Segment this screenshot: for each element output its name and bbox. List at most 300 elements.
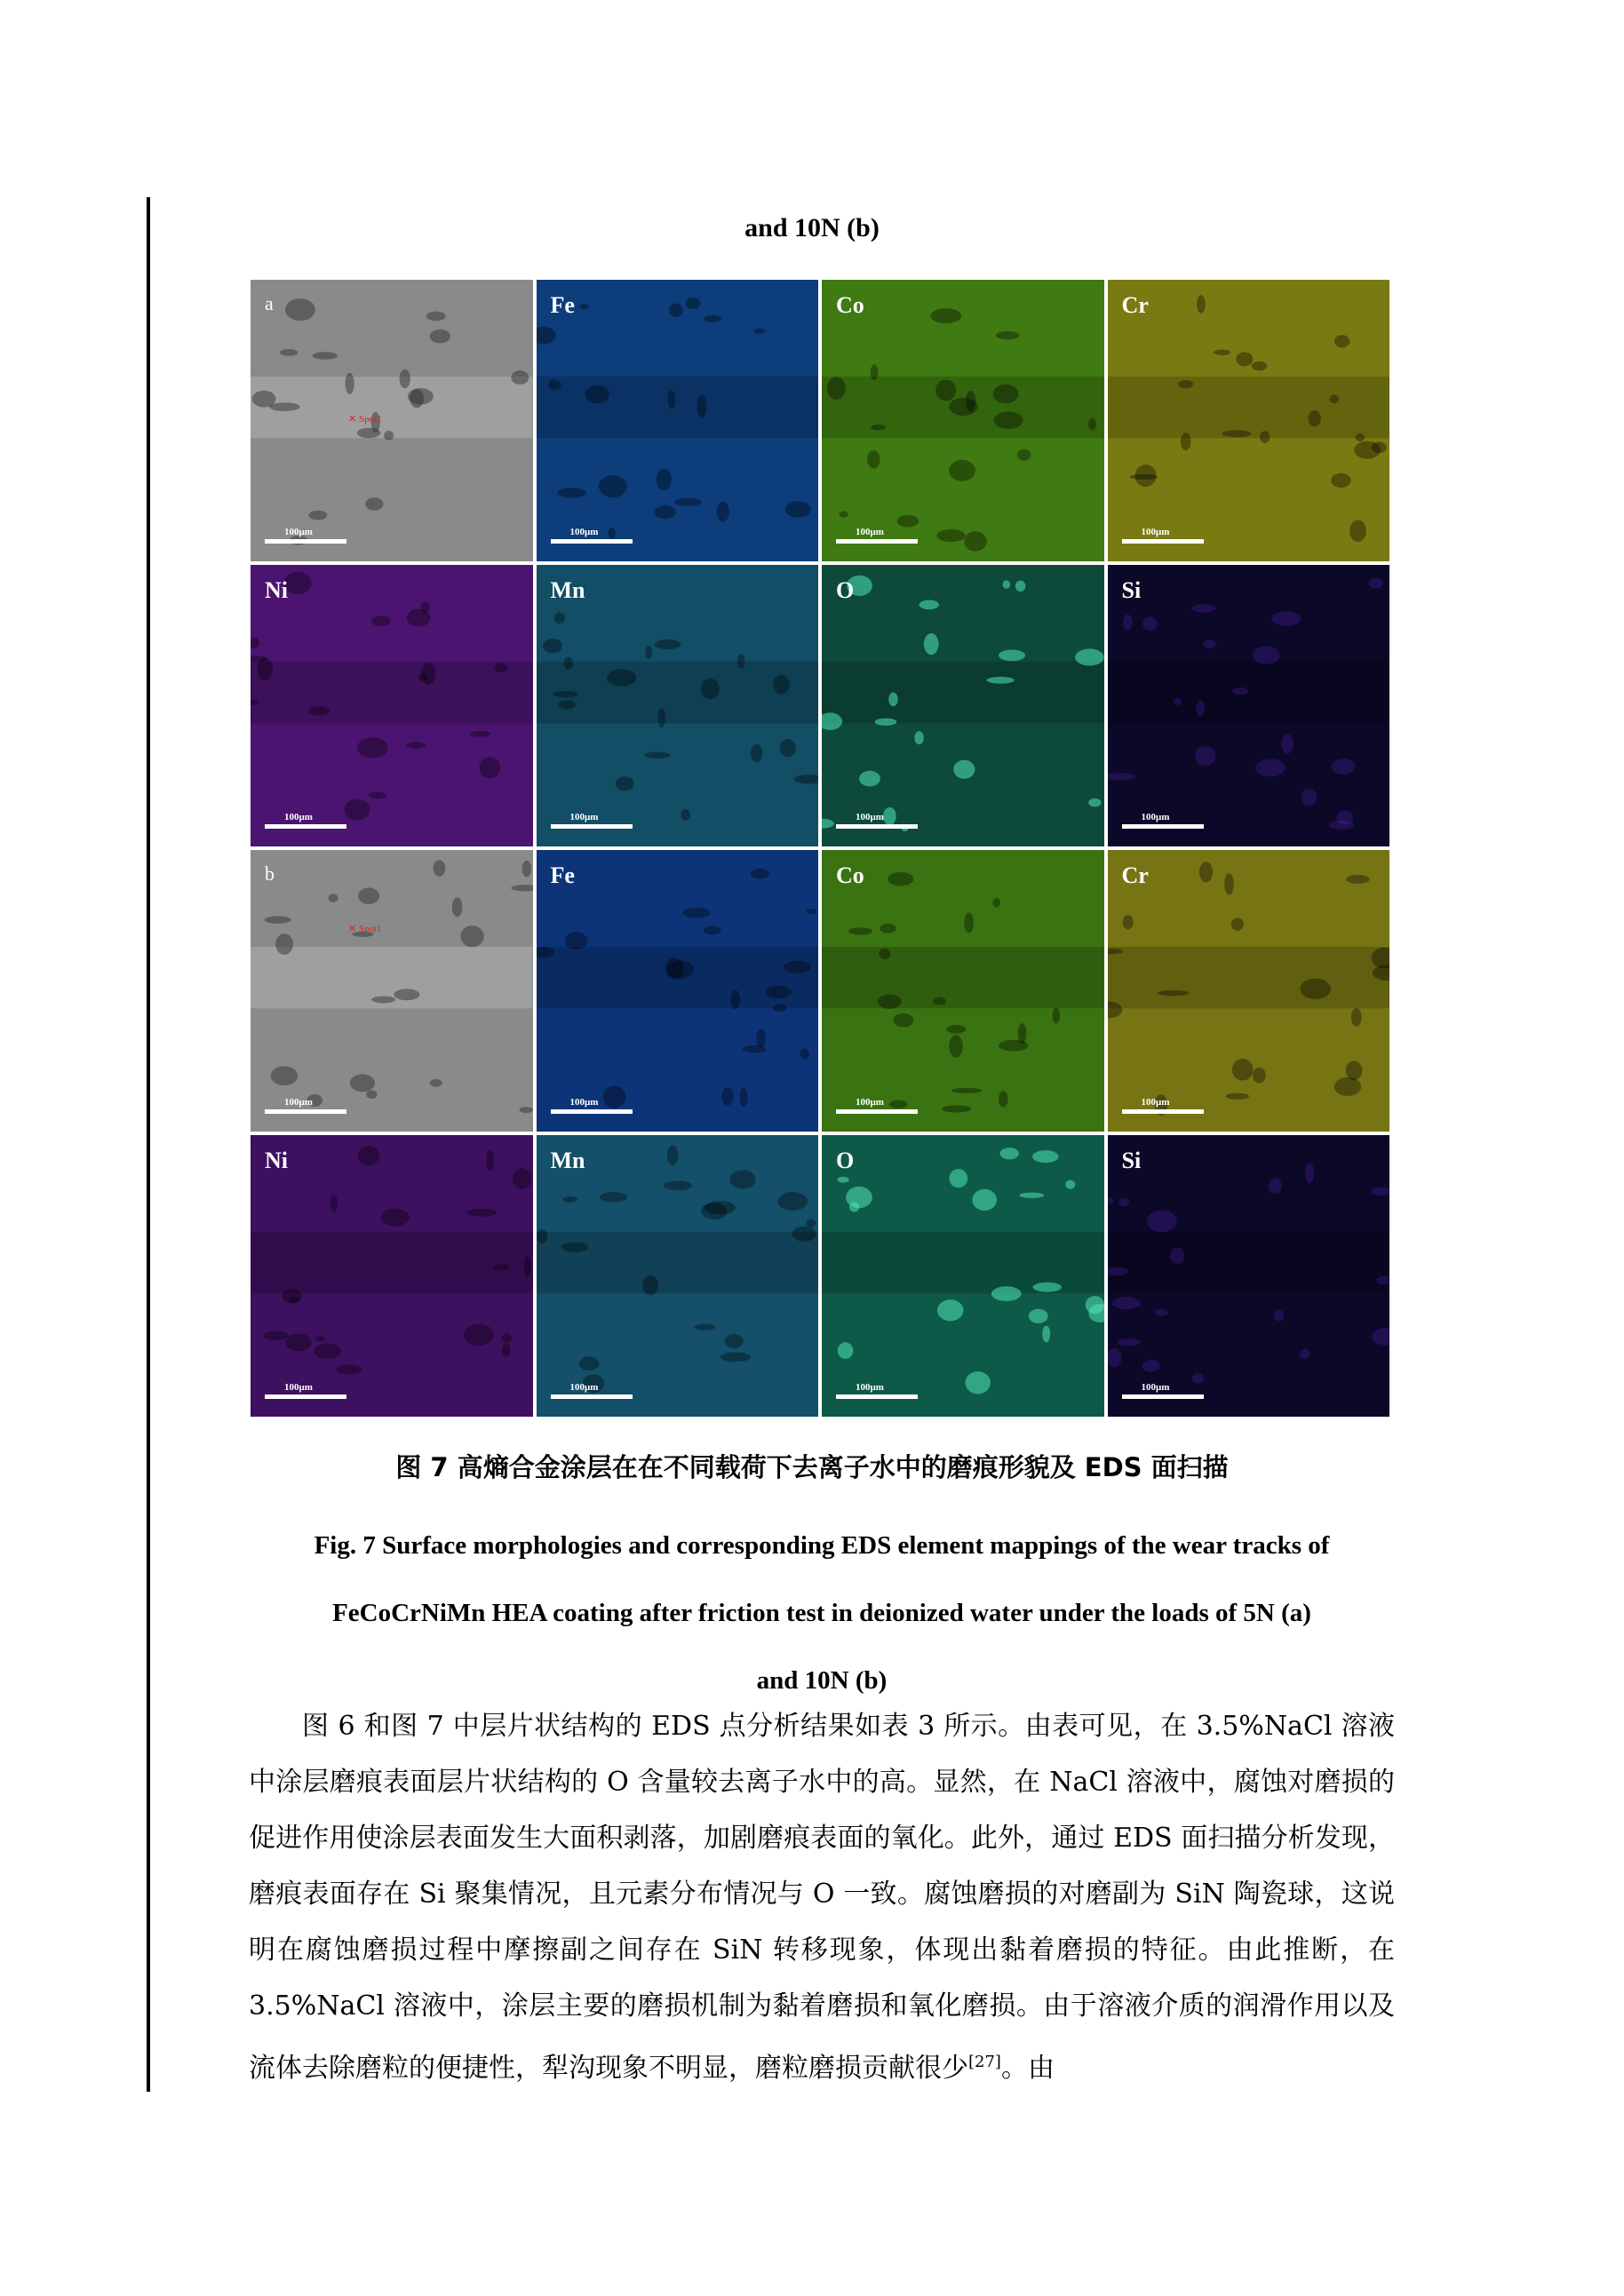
surface-feature	[867, 450, 880, 469]
surface-feature	[511, 885, 532, 891]
surface-feature	[665, 957, 683, 980]
surface-feature	[994, 411, 1023, 428]
surface-feature	[615, 776, 633, 790]
surface-feature	[1191, 604, 1215, 613]
surface-feature	[1000, 1148, 1019, 1159]
surface-feature	[1255, 759, 1285, 776]
wear-track-band	[822, 947, 1104, 1008]
surface-feature	[434, 860, 446, 876]
surface-feature	[1015, 581, 1026, 592]
surface-feature	[1355, 433, 1364, 441]
surface-feature	[1308, 410, 1320, 426]
surface-feature	[369, 792, 386, 799]
surface-feature	[704, 1201, 735, 1214]
scale-bar-label: 100μm	[569, 812, 599, 822]
eds-map-panel	[1108, 565, 1390, 846]
scale-bar	[265, 539, 346, 544]
scale-bar-label: 100μm	[569, 1097, 599, 1108]
surface-feature	[772, 1004, 786, 1012]
surface-feature	[1268, 1179, 1281, 1194]
surface-feature	[933, 997, 946, 1005]
surface-feature	[730, 990, 740, 1009]
scale-bar-label: 100μm	[569, 527, 599, 537]
surface-feature	[964, 912, 974, 933]
panel-label: Fe	[550, 862, 575, 888]
wear-track-band	[537, 377, 819, 438]
surface-feature	[694, 1323, 715, 1330]
surface-feature	[1329, 394, 1338, 403]
surface-feature	[1197, 295, 1206, 314]
surface-feature	[879, 949, 890, 959]
surface-feature	[750, 744, 761, 762]
surface-feature	[1191, 1373, 1203, 1383]
surface-feature	[1333, 1077, 1360, 1096]
surface-feature	[479, 757, 500, 778]
figure-caption-cn: 图 7 高熵合金涂层在在不同载荷下去离子水中的磨痕形貌及 EDS 面扫描	[395, 1452, 1229, 1482]
surface-feature	[1108, 1197, 1114, 1204]
surface-feature	[1111, 1297, 1140, 1309]
surface-feature	[252, 391, 276, 408]
surface-feature	[430, 1079, 442, 1087]
scale-bar-label: 100μm	[284, 1097, 313, 1108]
surface-feature	[1203, 640, 1216, 648]
surface-feature	[739, 1087, 747, 1107]
eds-map-panel	[822, 565, 1104, 846]
surface-feature	[716, 502, 728, 521]
surface-feature	[1253, 646, 1279, 664]
surface-feature	[669, 303, 683, 317]
figure-caption-en	[249, 1512, 1395, 1714]
surface-feature	[1231, 1059, 1253, 1081]
surface-feature	[644, 751, 670, 759]
surface-feature	[897, 515, 919, 528]
surface-feature	[1017, 449, 1031, 461]
surface-feature	[874, 719, 896, 726]
surface-feature	[365, 497, 383, 511]
surface-feature	[464, 1323, 494, 1346]
surface-feature	[495, 663, 508, 672]
scale-bar-label: 100μm	[284, 1382, 313, 1393]
surface-feature	[919, 600, 939, 610]
eds-map-panel	[251, 565, 533, 846]
sem-image-panel	[251, 850, 533, 1132]
surface-feature	[1271, 611, 1301, 625]
surface-feature	[992, 898, 1000, 907]
surface-feature	[426, 312, 446, 322]
scale-bar-label: 100μm	[284, 812, 313, 822]
surface-feature	[729, 1170, 755, 1188]
surface-feature	[275, 933, 293, 955]
surface-feature	[964, 531, 987, 551]
surface-feature	[827, 377, 846, 400]
surface-feature	[599, 1192, 626, 1202]
surface-feature	[1075, 648, 1103, 665]
surface-feature	[724, 1334, 743, 1348]
surface-feature	[889, 1100, 907, 1109]
surface-feature	[999, 1091, 1008, 1107]
panel-texture	[822, 280, 1104, 561]
surface-feature	[966, 1371, 991, 1394]
surface-feature	[1301, 789, 1317, 806]
wear-track-band	[822, 1232, 1104, 1293]
surface-feature	[878, 994, 902, 1009]
panel-texture	[537, 280, 819, 561]
surface-feature	[308, 706, 330, 715]
surface-feature	[871, 425, 886, 430]
scale-bar	[551, 1394, 633, 1399]
surface-feature	[1029, 1309, 1048, 1323]
surface-feature	[358, 1146, 379, 1165]
surface-feature	[642, 1275, 658, 1295]
surface-feature	[935, 379, 956, 401]
surface-feature	[756, 1029, 766, 1047]
surface-feature	[1350, 1008, 1361, 1027]
surface-feature	[1118, 1198, 1129, 1207]
surface-feature	[1146, 1210, 1176, 1232]
scale-bar-label: 100μm	[1141, 527, 1170, 537]
surface-feature	[608, 528, 615, 539]
surface-feature	[380, 1209, 409, 1227]
panel-texture	[537, 565, 819, 846]
surface-feature	[949, 1169, 967, 1188]
spot-marker: ✕ Spot1	[348, 924, 382, 934]
surface-feature	[764, 986, 791, 998]
surface-feature	[337, 1364, 362, 1374]
surface-feature	[949, 1035, 962, 1058]
surface-feature	[578, 1356, 599, 1370]
eds-map-panel	[822, 850, 1104, 1132]
surface-feature	[466, 1209, 497, 1217]
panel-texture	[1108, 1135, 1390, 1417]
surface-feature	[914, 731, 924, 744]
surface-feature	[1157, 990, 1188, 996]
surface-feature	[996, 331, 1020, 339]
surface-feature	[645, 646, 652, 659]
scale-bar-label: 100μm	[1141, 812, 1170, 822]
panel-texture	[251, 1135, 533, 1417]
panel-label: O	[836, 1148, 855, 1173]
surface-feature	[406, 742, 426, 749]
scale-bar	[836, 824, 918, 829]
surface-feature	[871, 364, 879, 380]
surface-feature	[1225, 1093, 1248, 1100]
surface-feature	[936, 529, 966, 542]
surface-feature	[930, 308, 961, 323]
surface-feature	[283, 572, 311, 595]
scale-bar	[1122, 1109, 1204, 1114]
surface-feature	[838, 1177, 849, 1183]
scale-bar	[551, 824, 633, 829]
surface-feature	[1194, 746, 1214, 766]
surface-feature	[800, 1048, 809, 1059]
surface-feature	[1281, 735, 1293, 754]
surface-feature	[993, 385, 1019, 403]
surface-feature	[562, 1196, 577, 1203]
surface-feature	[1214, 349, 1230, 355]
scale-bar-label: 100μm	[856, 812, 884, 822]
surface-feature	[893, 1013, 913, 1028]
surface-feature	[1142, 616, 1157, 631]
surface-feature	[1370, 1187, 1389, 1196]
surface-feature	[371, 996, 395, 1003]
surface-feature	[358, 887, 379, 904]
surface-feature	[822, 819, 834, 829]
eds-map-panel	[1108, 1135, 1390, 1417]
continued-caption: and 10N (b)	[744, 213, 880, 242]
surface-feature	[553, 612, 564, 623]
surface-feature	[329, 894, 338, 902]
surface-feature	[942, 1105, 971, 1112]
surface-feature	[357, 737, 388, 758]
surface-feature	[720, 1352, 751, 1362]
surface-feature	[384, 431, 394, 441]
surface-feature	[513, 1168, 531, 1189]
wear-track-band	[251, 1232, 533, 1293]
surface-feature	[553, 691, 578, 697]
surface-feature	[779, 739, 795, 758]
surface-feature	[924, 633, 939, 655]
surface-feature	[750, 869, 768, 879]
surface-feature	[1108, 1348, 1122, 1367]
surface-feature	[792, 1227, 816, 1242]
eds-map-panel	[1108, 850, 1390, 1132]
scale-bar	[551, 539, 633, 544]
wear-track-band	[251, 662, 533, 723]
scale-bar-label: 100μm	[856, 1382, 884, 1393]
surface-feature	[407, 609, 431, 627]
surface-feature	[269, 402, 300, 411]
surface-feature	[1333, 335, 1349, 347]
surface-feature	[685, 298, 700, 309]
surface-feature	[1336, 810, 1353, 824]
surface-feature	[1305, 1163, 1314, 1183]
surface-feature	[736, 655, 744, 669]
scale-bar-label: 100μm	[856, 527, 884, 537]
panel-label: b	[265, 862, 275, 885]
scale-bar	[1122, 539, 1204, 544]
surface-feature	[880, 924, 896, 933]
panel-label: O	[836, 577, 855, 603]
surface-feature	[663, 1181, 692, 1191]
surface-feature	[400, 369, 410, 388]
panel-label: a	[265, 292, 274, 314]
surface-feature	[1154, 1309, 1167, 1316]
surface-feature	[290, 1297, 299, 1303]
surface-feature	[564, 932, 587, 949]
surface-feature	[251, 638, 259, 648]
surface-feature	[1371, 1328, 1389, 1346]
eds-figure-grid	[251, 280, 1389, 1417]
surface-feature	[701, 679, 720, 699]
surface-feature	[666, 1145, 678, 1164]
surface-feature	[773, 675, 790, 695]
surface-feature	[1042, 1326, 1050, 1343]
surface-feature	[951, 1088, 983, 1093]
surface-feature	[1224, 873, 1234, 894]
panel-label: Co	[836, 862, 864, 888]
surface-feature	[859, 771, 880, 787]
surface-feature	[946, 1025, 966, 1034]
panel-label: Cr	[1121, 862, 1149, 888]
surface-feature	[1346, 875, 1369, 884]
surface-feature	[654, 505, 675, 519]
surface-feature	[357, 428, 381, 438]
surface-feature	[839, 512, 848, 518]
surface-feature	[537, 1229, 547, 1243]
surface-feature	[579, 304, 588, 309]
surface-feature	[1134, 465, 1156, 487]
surface-feature	[704, 315, 720, 322]
surface-feature	[991, 1286, 1022, 1301]
surface-feature	[1230, 918, 1243, 930]
surface-feature	[806, 909, 816, 914]
eds-map-panel	[251, 1135, 533, 1417]
surface-feature	[511, 370, 529, 385]
panel-texture	[1108, 280, 1390, 561]
panel-label: Ni	[265, 1148, 288, 1173]
surface-feature	[657, 708, 665, 727]
surface-feature	[470, 731, 490, 737]
wear-track-band	[537, 1232, 819, 1293]
scale-bar-label: 100μm	[1141, 1382, 1170, 1393]
surface-feature	[1260, 431, 1270, 443]
surface-feature	[371, 616, 390, 626]
scale-bar-label: 100μm	[569, 1382, 599, 1393]
surface-feature	[1231, 687, 1247, 695]
surface-feature	[742, 1045, 766, 1053]
surface-feature	[1198, 862, 1212, 882]
panel-label: Cr	[1121, 292, 1149, 318]
wear-track-band	[1108, 377, 1390, 438]
surface-feature	[346, 373, 354, 394]
surface-feature	[1252, 1068, 1265, 1084]
surface-feature	[607, 669, 636, 687]
scale-bar-label: 100μm	[284, 527, 313, 537]
surface-feature	[280, 349, 298, 356]
panel-label: Co	[836, 292, 864, 318]
panel-texture	[251, 565, 533, 846]
surface-feature	[888, 693, 898, 707]
panel-texture	[1108, 565, 1390, 846]
panel-texture	[822, 850, 1104, 1132]
eds-map-panel	[1108, 280, 1390, 561]
surface-feature	[1052, 1007, 1060, 1023]
caption-en-line: FeCoCrNiMn HEA coating after friction test in deionized water under the loads of 5N (a)	[332, 1599, 1311, 1627]
surface-feature	[838, 1342, 854, 1359]
surface-feature	[1180, 433, 1190, 450]
surface-feature	[1065, 1180, 1075, 1189]
surface-feature	[1019, 1193, 1044, 1198]
surface-feature	[598, 475, 626, 497]
surface-feature	[883, 807, 896, 825]
surface-feature	[452, 897, 463, 917]
surface-feature	[972, 1189, 997, 1211]
surface-feature	[656, 469, 671, 490]
surface-feature	[421, 663, 435, 685]
panel-label: Ni	[265, 577, 288, 603]
wear-track-band	[1108, 662, 1390, 723]
surface-feature	[1236, 352, 1253, 366]
surface-feature	[1123, 615, 1133, 631]
surface-feature	[806, 1220, 816, 1227]
scale-bar	[265, 824, 346, 829]
wear-track-band	[822, 662, 1104, 723]
caption-en-line: and 10N (b)	[756, 1666, 888, 1695]
scale-bar	[836, 1394, 918, 1399]
eds-map-panel	[537, 565, 819, 846]
scale-bar	[1122, 824, 1204, 829]
wear-track-band	[537, 662, 819, 723]
surface-feature	[949, 398, 978, 416]
surface-feature	[502, 1333, 513, 1343]
scale-bar	[265, 1394, 346, 1399]
surface-feature	[1088, 418, 1096, 431]
margin-rule	[147, 197, 150, 2092]
panel-label: Mn	[550, 577, 585, 603]
surface-feature	[408, 388, 434, 405]
surface-feature	[285, 298, 315, 321]
surface-feature	[682, 908, 710, 918]
caption-en-line: Fig. 7 Surface morphologies and corresponding EDS element mappings of the wear tracks of	[314, 1531, 1330, 1560]
surface-feature	[888, 872, 913, 886]
surface-feature	[949, 460, 975, 481]
surface-feature	[460, 926, 483, 947]
surface-feature	[265, 916, 291, 924]
surface-feature	[543, 639, 562, 653]
surface-feature	[1273, 1310, 1283, 1322]
surface-feature	[654, 640, 681, 649]
surface-feature	[493, 1264, 509, 1271]
surface-feature	[1122, 915, 1133, 929]
surface-feature	[753, 329, 765, 334]
surface-feature	[1331, 473, 1351, 488]
surface-feature	[563, 657, 573, 670]
panel-texture	[537, 1135, 819, 1417]
surface-feature	[937, 1299, 964, 1321]
surface-feature	[522, 861, 532, 878]
wear-track-band	[1108, 1232, 1390, 1293]
surface-feature	[987, 677, 1015, 684]
surface-feature	[330, 1195, 338, 1212]
panel-label: Si	[1121, 1148, 1142, 1173]
sem-image-panel	[251, 280, 533, 561]
surface-feature	[953, 760, 975, 779]
surface-feature	[1088, 798, 1101, 807]
surface-feature	[314, 1344, 341, 1359]
eds-map-panel	[822, 280, 1104, 561]
scale-bar-label: 100μm	[1141, 1097, 1170, 1108]
surface-feature	[548, 380, 561, 391]
surface-feature	[999, 1040, 1028, 1052]
citation-ref: [27]	[968, 2053, 1001, 2071]
panel-label: Mn	[550, 1148, 585, 1173]
surface-feature	[558, 700, 576, 709]
surface-feature	[1032, 1150, 1058, 1163]
surface-feature	[1331, 759, 1355, 775]
surface-feature	[350, 1074, 375, 1092]
surface-feature	[793, 775, 818, 784]
panel-texture	[822, 1135, 1104, 1417]
surface-feature	[1222, 430, 1251, 437]
eds-map-panel	[537, 280, 819, 561]
surface-feature	[1299, 1348, 1309, 1359]
surface-feature	[1033, 1283, 1063, 1292]
surface-feature	[344, 799, 370, 821]
surface-feature	[703, 926, 720, 934]
surface-feature	[313, 352, 338, 360]
surface-feature	[721, 1087, 733, 1106]
surface-feature	[999, 649, 1025, 661]
